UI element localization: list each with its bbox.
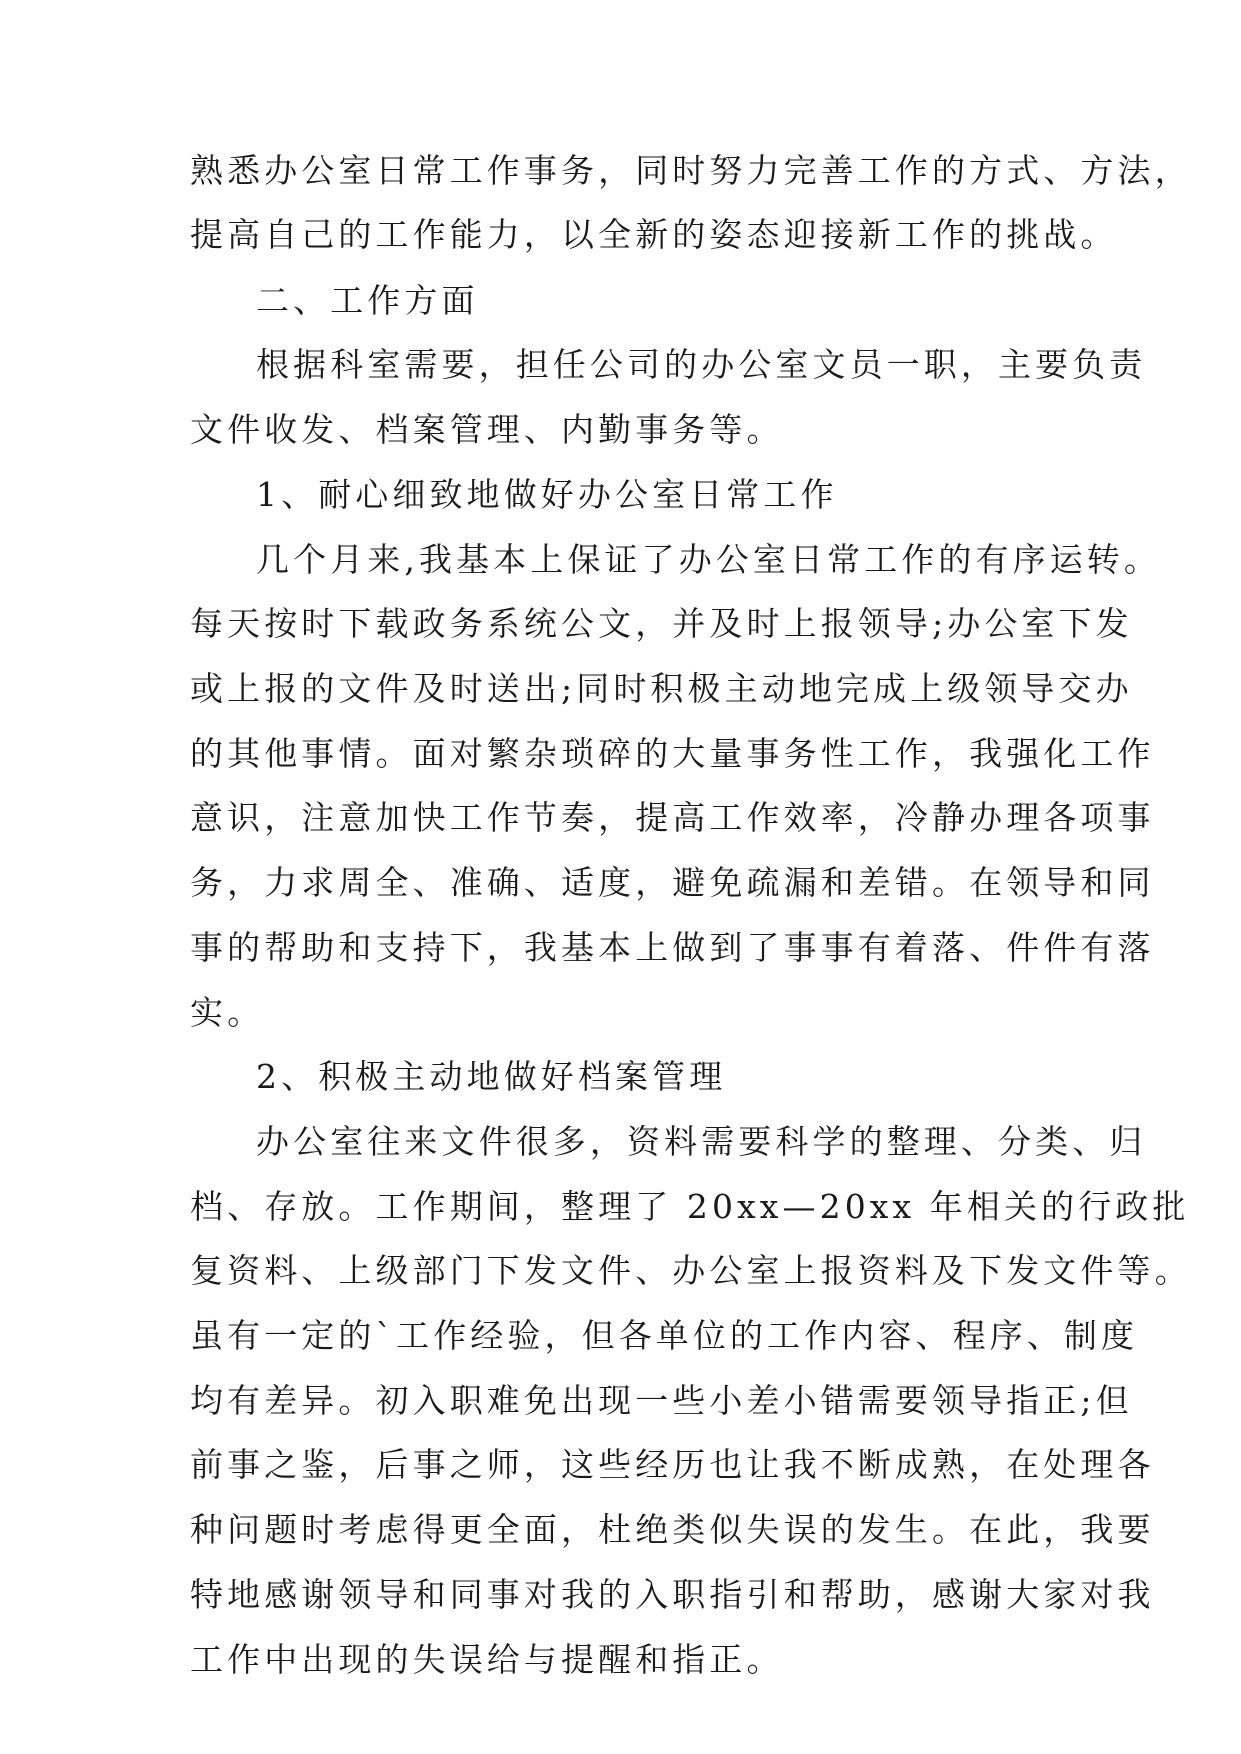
text-line: 文件收发、档案管理、内勤事务等。 [190, 410, 784, 449]
text-line: 复资料、上级部门下发文件、办公室上报资料及下发文件等。 [190, 1251, 1192, 1290]
subsection-heading: 1、耐心细致地做好办公室日常工作 [256, 475, 838, 514]
text-line: 务，力求周全、准确、适度，避免疏漏和差错。在领导和同 [190, 863, 1155, 902]
text-line: 每天按时下载政务系统公文，并及时上报领导;办公室下发 [190, 604, 1133, 643]
text-line: 前事之鉴，后事之师，这些经历也让我不断成熟，在处理各 [190, 1445, 1155, 1484]
text-line: 熟悉办公室日常工作事务，同时努力完善工作的方式、方法， [190, 151, 1192, 190]
text-line: 几个月来,我基本上保证了办公室日常工作的有序运转。 [256, 540, 1161, 579]
text-line: 根据科室需要，担任公司的办公室文员一职，主要负责 [256, 345, 1147, 384]
text-line: 的其他事情。面对繁杂琐碎的大量事务性工作，我强化工作 [190, 734, 1155, 773]
section-heading: 二、工作方面 [256, 281, 479, 320]
text-line: 实。 [190, 993, 265, 1032]
text-line: 均有差异。初入职难免出现一些小差小错需要领导指正;但 [190, 1381, 1133, 1420]
text-line: 提高自己的工作能力，以全新的姿态迎接新工作的挑战。 [190, 215, 1118, 254]
text-line: 意识，注意加快工作节奏，提高工作效率，冷静办理各项事 [190, 798, 1155, 837]
text-line: 虽有一定的`工作经验，但各单位的工作内容、程序、制度 [190, 1316, 1139, 1355]
text-line: 档、存放。工作期间，整理了 20xx—20xx 年相关的行政批 [190, 1187, 1190, 1226]
text-line: 或上报的文件及时送出;同时积极主动地完成上级领导交办 [190, 669, 1133, 708]
text-line: 事的帮助和支持下，我基本上做到了事事有着落、件件有落 [190, 928, 1155, 967]
subsection-heading: 2、积极主动地做好档案管理 [256, 1057, 727, 1096]
text-line: 种问题时考虑得更全面，杜绝类似失误的发生。在此，我要 [190, 1510, 1155, 1549]
text-line: 特地感谢领导和同事对我的入职指引和帮助，感谢大家对我 [190, 1575, 1155, 1614]
text-line: 工作中出现的失误给与提醒和指正。 [190, 1640, 784, 1679]
text-line: 办公室往来文件很多，资料需要科学的整理、分类、归 [256, 1122, 1147, 1161]
